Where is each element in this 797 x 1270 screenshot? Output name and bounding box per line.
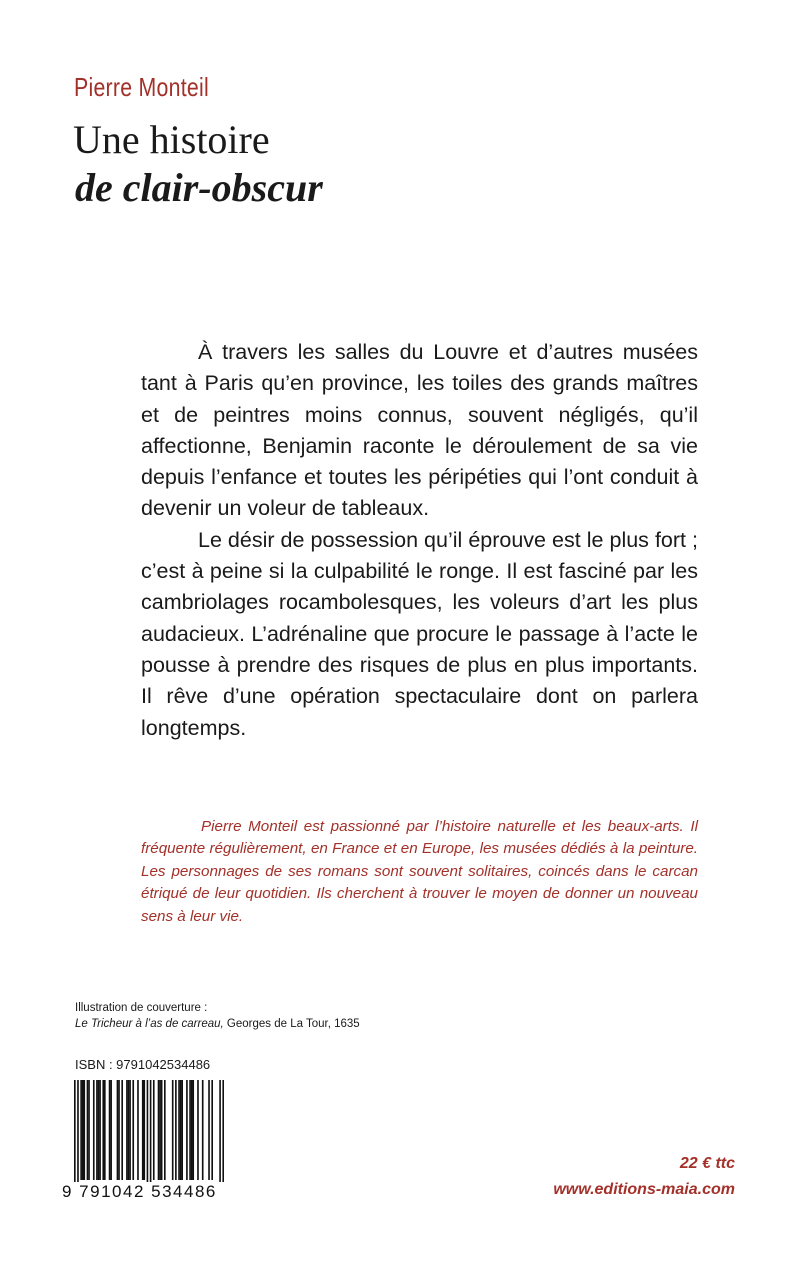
barcode-bar [175, 1080, 177, 1180]
author-name: Pierre Monteil [74, 72, 209, 102]
price: 22 € ttc [679, 1155, 735, 1172]
barcode-bar [192, 1080, 194, 1180]
barcode-bar [143, 1080, 145, 1180]
publisher-website: www.editions-maia.com [553, 1181, 735, 1198]
credit-line [75, 1016, 360, 1032]
barcode-bar [161, 1080, 163, 1180]
barcode-bar [80, 1080, 82, 1180]
barcode-bar [77, 1080, 79, 1182]
barcode-bar [93, 1080, 95, 1180]
book-title-line-2: de clair-obscur [75, 165, 323, 210]
barcode-bar [222, 1080, 224, 1182]
credit-label: Illustration de couverture : [75, 1002, 208, 1014]
barcode-bar [197, 1080, 199, 1180]
barcode-bar [128, 1080, 130, 1180]
barcode-bar [202, 1080, 204, 1180]
barcode-bar [208, 1080, 210, 1180]
barcode-bar [99, 1080, 101, 1180]
barcode-bar [164, 1080, 166, 1180]
barcode-bar [104, 1080, 106, 1180]
barcode-bar [132, 1080, 134, 1180]
barcode-bar [121, 1080, 123, 1180]
barcode-bar [189, 1080, 191, 1180]
barcode-bar [102, 1080, 104, 1180]
credit-artist: Georges de La Tour, 1635 [223, 1018, 360, 1030]
synopsis [141, 337, 698, 744]
barcode-bar [117, 1080, 119, 1180]
barcode-bar [110, 1080, 112, 1180]
isbn-barcode [74, 1080, 224, 1182]
barcode-bar [172, 1080, 174, 1180]
barcode-bar [74, 1080, 76, 1182]
barcode-bar [109, 1080, 111, 1180]
barcode-bar [83, 1080, 85, 1180]
barcode-bar [126, 1080, 128, 1180]
barcode-bar [178, 1080, 180, 1180]
synopsis-paragraph-2: Le désir de possession qu’il éprouve est le plus fort ; c’est à peine si la culpabilité le ronge. Il est fasciné par les cambriolages rocambolesques, les voleurs d’art les plus audacieux. L’adrénaline que procure le passage à l’acte le pousse à prendre des risques de plus en plus importants. Il rêve d’une opération spectaculaire dont on parlera longtemps. [141, 527, 698, 740]
barcode-bar [118, 1080, 120, 1180]
barcode-bar [181, 1080, 183, 1180]
barcode-bar [142, 1080, 144, 1180]
barcode-bar [87, 1080, 89, 1180]
barcode-bar [88, 1080, 90, 1180]
barcode-bar [159, 1080, 161, 1180]
book-title-line-1: Une histoire [73, 117, 270, 162]
barcode-digits: 9 791042 534486 [62, 1182, 217, 1201]
barcode-bar [153, 1080, 155, 1180]
author-bio: Pierre Monteil est passionné par l’histoire naturelle et les beaux-arts. Il fréquente régulièrement, en France et en Europe, les musées dédiés à la peinture. Les personnages de ses romans sont souvent solitaires, coincés dans le carcan étriqué de leur quotidien. Ils cherchent à trouver le moyen de donner un nouveau sens à leur vie. [141, 818, 698, 925]
barcode-bar [211, 1080, 213, 1180]
barcode-bar [137, 1080, 139, 1180]
barcode-bar [191, 1080, 193, 1180]
barcode-bar [186, 1080, 188, 1180]
isbn-label: ISBN : 9791042534486 [75, 1057, 211, 1072]
barcode-bar [98, 1080, 100, 1180]
barcode-bar [158, 1080, 160, 1180]
barcode-bar [150, 1080, 152, 1182]
barcode-bar [219, 1080, 221, 1182]
barcode-bar [147, 1080, 149, 1182]
barcode-bar [129, 1080, 131, 1180]
cover-illustration-credit [75, 1000, 360, 1032]
barcode-bar [180, 1080, 182, 1180]
barcode-bar [96, 1080, 98, 1180]
credit-artwork-title: Le Tricheur à l’as de carreau, [75, 1018, 224, 1030]
barcode-bar [82, 1080, 84, 1180]
synopsis-paragraph-1: À travers les salles du Louvre et d’autres musées tant à Paris qu’en province, les toiles des grands maîtres et de peintres moins connus, souvent négligés, qu’il affectionne, Benjamin raconte le déroulement de sa vie depuis l’enfance et toutes les péripéties qui l’ont conduit à devenir un voleur de tableaux. [141, 340, 698, 521]
